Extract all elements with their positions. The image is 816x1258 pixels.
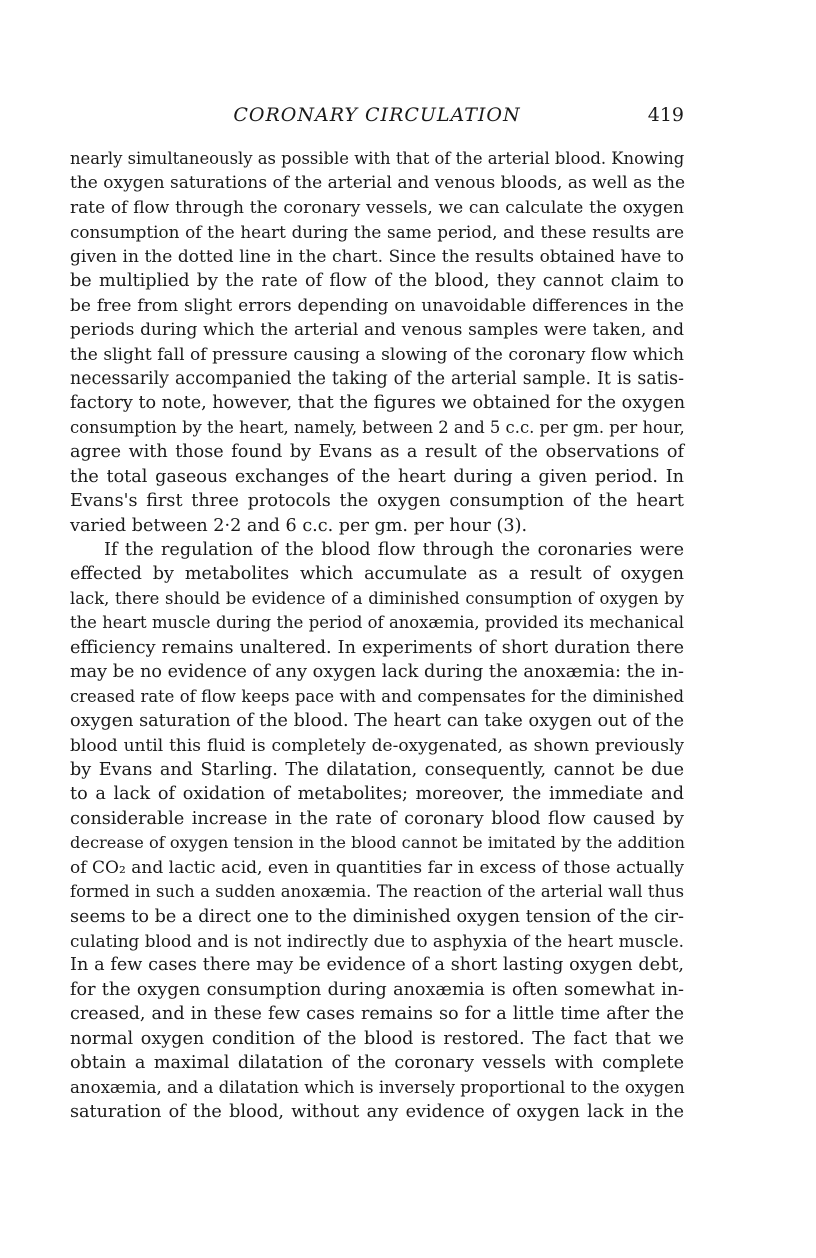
text-line: culating blood and is not indirectly due to asphyxia of the heart muscle. — [70, 931, 684, 951]
text-line: of CO₂ and lactic acid, even in quantities far in excess of those actually — [70, 857, 684, 878]
text-line: creased, and in these few cases remains so for a little time after the — [70, 1004, 684, 1025]
text-line: the slight fall of pressure causing a slowing of the coronary flow which — [70, 344, 684, 365]
text-line: oxygen saturation of the blood. The heart can take oxygen out of the — [70, 711, 684, 732]
text-line: factory to note, however, that the figures we obtained for the oxygen — [70, 393, 686, 414]
text-line: efficiency remains unaltered. In experiments of short duration there — [70, 637, 684, 658]
text-line: may be no evidence of any oxygen lack during the anoxæmia: the in- — [70, 662, 684, 683]
text-line: given in the dotted line in the chart. Since the results obtained have to — [70, 246, 684, 267]
text-line: considerable increase in the rate of coronary blood flow caused by — [70, 808, 684, 829]
text-line: the heart muscle during the period of anoxæmia, provided its mechanical — [70, 613, 684, 633]
text-line: for the oxygen consumption during anoxæmia is often somewhat in- — [70, 979, 684, 1000]
body-text — [70, 147, 684, 1125]
text-line: the oxygen saturations of the arterial and venous bloods, as well as the — [70, 173, 686, 194]
text-line: effected by metabolites which accumulate as a result of oxygen — [70, 564, 684, 585]
text-line: periods during which the arterial and venous samples were taken, and — [70, 320, 684, 341]
text-line: lack, there should be evidence of a diminished consumption of oxygen by — [70, 588, 684, 608]
text-line: be free from slight errors depending on unavoidable differences in the — [70, 295, 684, 316]
text-line: normal oxygen condition of the blood is restored. The fact that we — [70, 1028, 684, 1049]
text-line: Evans's first three protocols the oxygen consumption of the heart — [70, 491, 684, 512]
text-line: varied between 2·2 and 6 c.c. per gm. per hour (3). — [70, 515, 528, 536]
page-number: 419 — [647, 104, 684, 126]
text-line: by Evans and Starling. The dilatation, consequently, cannot be due — [70, 759, 684, 780]
paragraph-1 — [70, 147, 684, 538]
text-line: consumption of the heart during the same period, and these results are — [70, 222, 684, 243]
text-line: rate of flow through the coronary vessels, we can calculate the oxygen — [70, 197, 684, 218]
text-line: creased rate of flow keeps pace with and compensates for the diminished — [70, 686, 684, 706]
text-line: seems to be a direct one to the diminished oxygen tension of the cir- — [70, 906, 684, 927]
running-title: CORONARY CIRCULATION — [233, 104, 521, 126]
text-line: the total gaseous exchanges of the heart during a given period. In — [70, 466, 684, 487]
text-line: agree with those found by Evans as a result of the observations of — [70, 442, 684, 463]
text-line: consumption by the heart, namely, between 2 and 5 c.c. per gm. per hour, — [70, 417, 685, 437]
text-line: anoxæmia, and a dilatation which is inversely proportional to the oxygen — [70, 1077, 685, 1097]
text-line: formed in such a sudden anoxæmia. The reaction of the arterial wall thus — [70, 882, 684, 902]
text-line: necessarily accompanied the taking of the arterial sample. It is satis- — [70, 368, 684, 389]
text-line: If the regulation of the blood flow through the coronaries were — [104, 540, 684, 560]
text-line: be multiplied by the rate of flow of the blood, they cannot claim to — [70, 271, 684, 292]
text-line: In a few cases there may be evidence of a short lasting oxygen debt, — [70, 955, 684, 976]
running-head — [70, 104, 684, 132]
text-line: decrease of oxygen tension in the blood cannot be imitated by the addition — [70, 833, 685, 853]
text-line: blood until this fluid is completely de-oxygenated, as shown previously — [70, 735, 684, 756]
text-line: nearly simultaneously as possible with that of the arterial blood. Knowing — [70, 149, 685, 168]
paragraph-2 — [70, 538, 684, 1125]
text-line: obtain a maximal dilatation of the coronary vessels with complete — [70, 1053, 684, 1074]
text-line: saturation of the blood, without any evidence of oxygen lack in the — [70, 1102, 684, 1123]
text-line: to a lack of oxidation of metabolites; moreover, the immediate and — [70, 784, 684, 805]
